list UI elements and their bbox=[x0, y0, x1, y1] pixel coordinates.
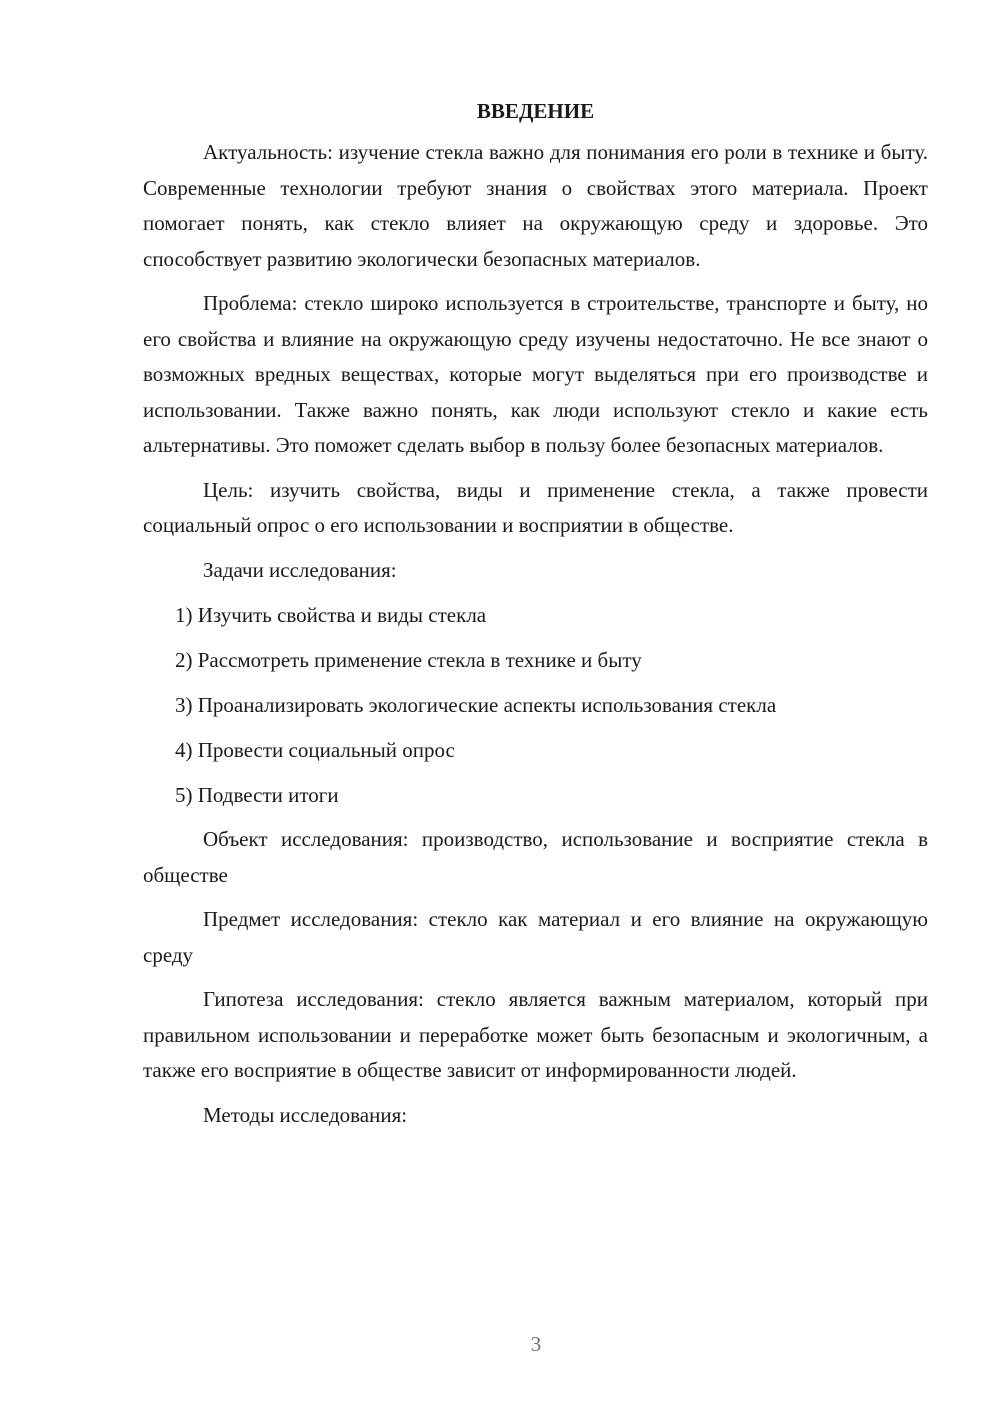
tasks-list bbox=[143, 597, 928, 813]
paragraph-object: Объект исследования: производство, использование и восприятие стекла в обществе bbox=[143, 827, 928, 887]
page-number: 3 bbox=[530, 1332, 542, 1356]
paragraph-goal: Цель: изучить свойства, виды и применение стекла, а также провести социальный опрос о его использовании и восприятии в обществе. bbox=[143, 477, 928, 537]
section-title: ВВЕДЕНИЕ bbox=[476, 99, 595, 123]
paragraph-subject: Предмет исследования: стекло как материал и его влияние на окружающую среду bbox=[143, 907, 928, 967]
tasks-heading: Задачи исследования: bbox=[203, 557, 397, 582]
paragraph-hypothesis: Гипотеза исследования: стекло является важным материалом, который при правильном использовании и переработке может быть безопасным и экологичным, а также его восприятие в обществе зависит от информированности людей. bbox=[143, 987, 928, 1082]
list-item: 4) Провести социальный опрос bbox=[175, 738, 455, 762]
list-item: 2) Рассмотреть применение стекла в технике и быту bbox=[175, 648, 642, 672]
paragraph-relevance: Актуальность: изучение стекла важно для понимания его роли в технике и быту. Современные технологии требуют знания о свойствах этого материала. Проект помогает понять, как стекло влияет на окружающую среду и здоровье. Это способствует развитию экологически безопасных материалов. bbox=[143, 140, 928, 271]
list-item: 5) Подвести итоги bbox=[175, 783, 339, 807]
methods-heading: Методы исследования: bbox=[203, 1102, 408, 1127]
list-item: 1) Изучить свойства и виды стекла bbox=[175, 603, 487, 627]
paragraph-problem: Проблема: стекло широко используется в строительстве, транспорте и быту, но его свойства и влияние на окружающую среду изучены недостаточно. Не все знают о возможных вредных веществах, которые могут выделяться при его производстве и использовании. Также важно понять, как люди используют стекло и какие есть альтернативы. Это поможет сделать выбор в пользу более безопасных материалов. bbox=[143, 291, 928, 457]
list-item: 3) Проанализировать экологические аспекты использования стекла bbox=[175, 693, 777, 717]
document-page bbox=[143, 96, 928, 1142]
